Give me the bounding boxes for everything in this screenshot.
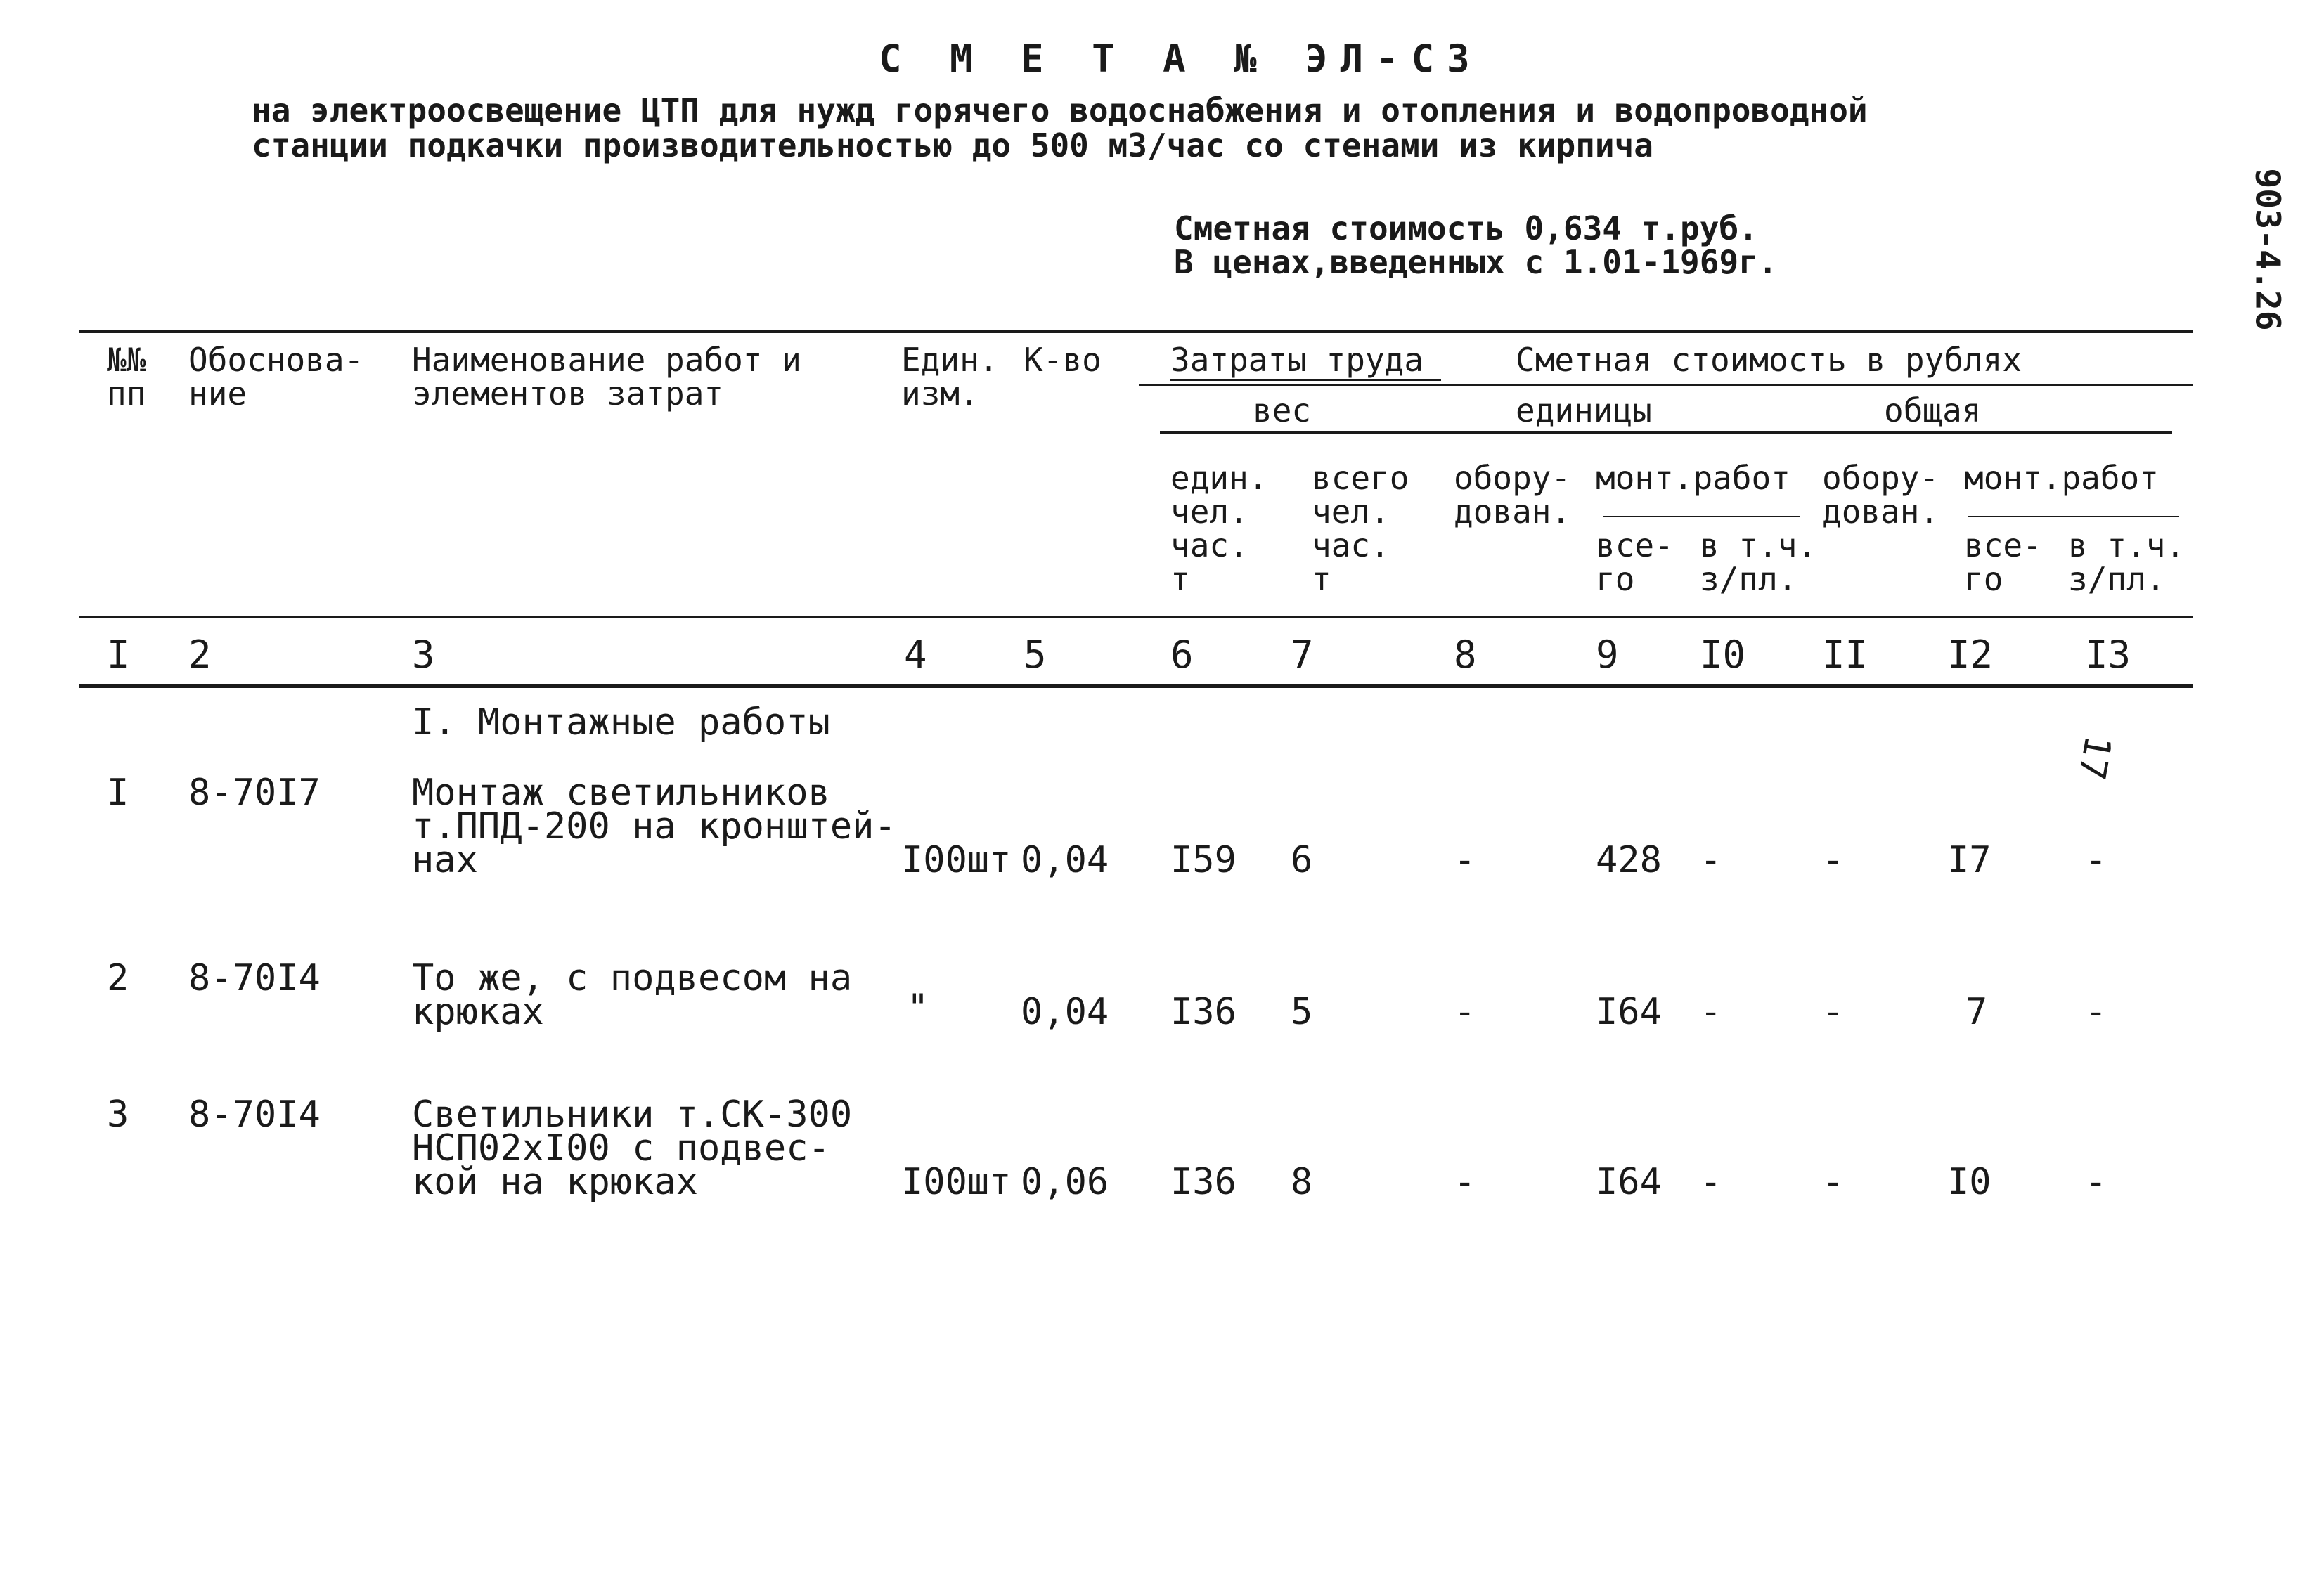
- row-1-col9: 428: [1596, 839, 1662, 881]
- col-number: I2: [1947, 632, 1994, 677]
- row-1-col12: I7: [1947, 839, 1991, 881]
- subtitle-line-2: станции подкачки производительностью до 500 м3/час со стенами из кирпича: [252, 126, 1653, 164]
- row-2-number: 2: [107, 957, 129, 999]
- header-basis: Обоснова- ние: [188, 341, 364, 413]
- header-weight: вес: [1253, 391, 1312, 429]
- header-unit: Един. изм.: [901, 341, 999, 413]
- row-3-col12: I0: [1947, 1161, 1991, 1203]
- header-col11: обору- дован.: [1822, 459, 1939, 531]
- row-1-name: Монтаж светильников т.ППД-200 на кронштей- нах: [412, 772, 896, 881]
- row-1-col10: -: [1700, 839, 1722, 881]
- row-3-quantity: 0,06: [1021, 1161, 1109, 1203]
- row-3-col13: -: [2085, 1161, 2107, 1203]
- group-rule-2: [1160, 431, 2172, 434]
- col-number: 9: [1596, 632, 1619, 677]
- row-2-col12: 7: [1965, 991, 1988, 1033]
- row-3-col9: I64: [1596, 1161, 1662, 1203]
- col-number: I0: [1700, 632, 1746, 677]
- header-unit-cost: единицы: [1516, 391, 1652, 429]
- row-1-quantity: 0,04: [1021, 839, 1109, 881]
- subtitle-line-1: на электроосвещение ЦТП для нужд горячего водоснабжения и отопления и водопроводной: [252, 91, 1868, 129]
- row-3-unit: I00шт: [901, 1161, 1012, 1203]
- col-number: 7: [1291, 632, 1314, 677]
- col-number: 3: [412, 632, 435, 677]
- header-col8: обору- дован.: [1454, 459, 1571, 531]
- row-3-col6: I36: [1170, 1161, 1237, 1203]
- row-1-col11: -: [1822, 839, 1845, 881]
- side-document-code: 903-4.26: [2247, 168, 2287, 331]
- header-total-cost: общая: [1884, 391, 1982, 429]
- col-number: 5: [1024, 632, 1047, 677]
- header-col12: все- го: [1964, 526, 2042, 598]
- row-1-unit: I00шт: [901, 839, 1012, 881]
- column-numbers-rule: [79, 684, 2193, 688]
- header-col6: един. чел. час. т: [1170, 459, 1268, 598]
- row-3-col8: -: [1454, 1161, 1476, 1203]
- row-1-col6: I59: [1170, 839, 1237, 881]
- header-quantity: К-во: [1024, 341, 1102, 379]
- col-number: 2: [188, 632, 212, 677]
- labor-group-underline: [1170, 379, 1441, 381]
- header-col7: всего чел. час. т: [1312, 459, 1409, 598]
- header-work-name: Наименование работ и элементов затрат: [412, 341, 801, 413]
- col-number: 6: [1170, 632, 1194, 677]
- header-mont-unit: монт.работ: [1596, 459, 1790, 497]
- row-3-number: 3: [107, 1093, 129, 1136]
- row-2-col9: I64: [1596, 991, 1662, 1033]
- row-1-col13: -: [2085, 839, 2107, 881]
- header-mont-total: монт.работ: [1964, 459, 2159, 497]
- row-1-number: I: [107, 772, 129, 814]
- row-2-col11: -: [1822, 991, 1845, 1033]
- row-3-col10: -: [1700, 1161, 1722, 1203]
- row-2-col13: -: [2085, 991, 2107, 1033]
- header-col9: все- го: [1596, 526, 1674, 598]
- row-2-name: То же, с подвесом на крюках: [412, 957, 853, 1033]
- header-cost-group: Сметная стоимость в рублях: [1516, 341, 2022, 379]
- document-title: С М Е Т А № ЭЛ-С3: [879, 37, 1483, 81]
- row-3-name: Светильники т.СК-300 НСП02хI00 с подвес- кой на крюках: [412, 1093, 853, 1203]
- row-2-col8: -: [1454, 991, 1476, 1033]
- header-number: №№ пп: [107, 341, 146, 413]
- row-3-col7: 8: [1291, 1161, 1313, 1203]
- table-top-rule: [79, 330, 2193, 333]
- header-col10: в т.ч. з/пл.: [1700, 526, 1817, 598]
- row-1-col7: 6: [1291, 839, 1313, 881]
- row-2-col10: -: [1700, 991, 1722, 1033]
- row-1-basis: 8-70I7: [188, 772, 321, 814]
- section-title: I. Монтажные работы: [412, 701, 830, 744]
- row-2-unit: ": [907, 987, 929, 1029]
- row-3-basis: 8-70I4: [188, 1093, 321, 1136]
- row-1-col8: -: [1454, 839, 1476, 881]
- row-3-col11: -: [1822, 1161, 1845, 1203]
- header-bottom-rule: [79, 616, 2193, 618]
- header-labor-group: Затраты труда: [1170, 341, 1424, 379]
- header-col13: в т.ч. з/пл.: [2068, 526, 2186, 598]
- mont-unit-underline: [1603, 516, 1800, 517]
- row-2-col7: 5: [1291, 991, 1313, 1033]
- row-2-basis: 8-70I4: [188, 957, 321, 999]
- row-2-col6: I36: [1170, 991, 1237, 1033]
- prices-date: В ценах,введенных с 1.01-1969г.: [1174, 243, 1778, 281]
- row-2-quantity: 0,04: [1021, 991, 1109, 1033]
- page-mark: 17: [2070, 732, 2119, 784]
- col-number: 4: [904, 632, 927, 677]
- col-number: II: [1822, 632, 1868, 677]
- group-rule-1: [1139, 384, 2193, 386]
- col-number: I: [107, 632, 130, 677]
- estimated-cost: Сметная стоимость 0,634 т.руб.: [1174, 209, 1758, 247]
- col-number: I3: [2085, 632, 2131, 677]
- col-number: 8: [1454, 632, 1477, 677]
- mont-total-underline: [1968, 516, 2179, 517]
